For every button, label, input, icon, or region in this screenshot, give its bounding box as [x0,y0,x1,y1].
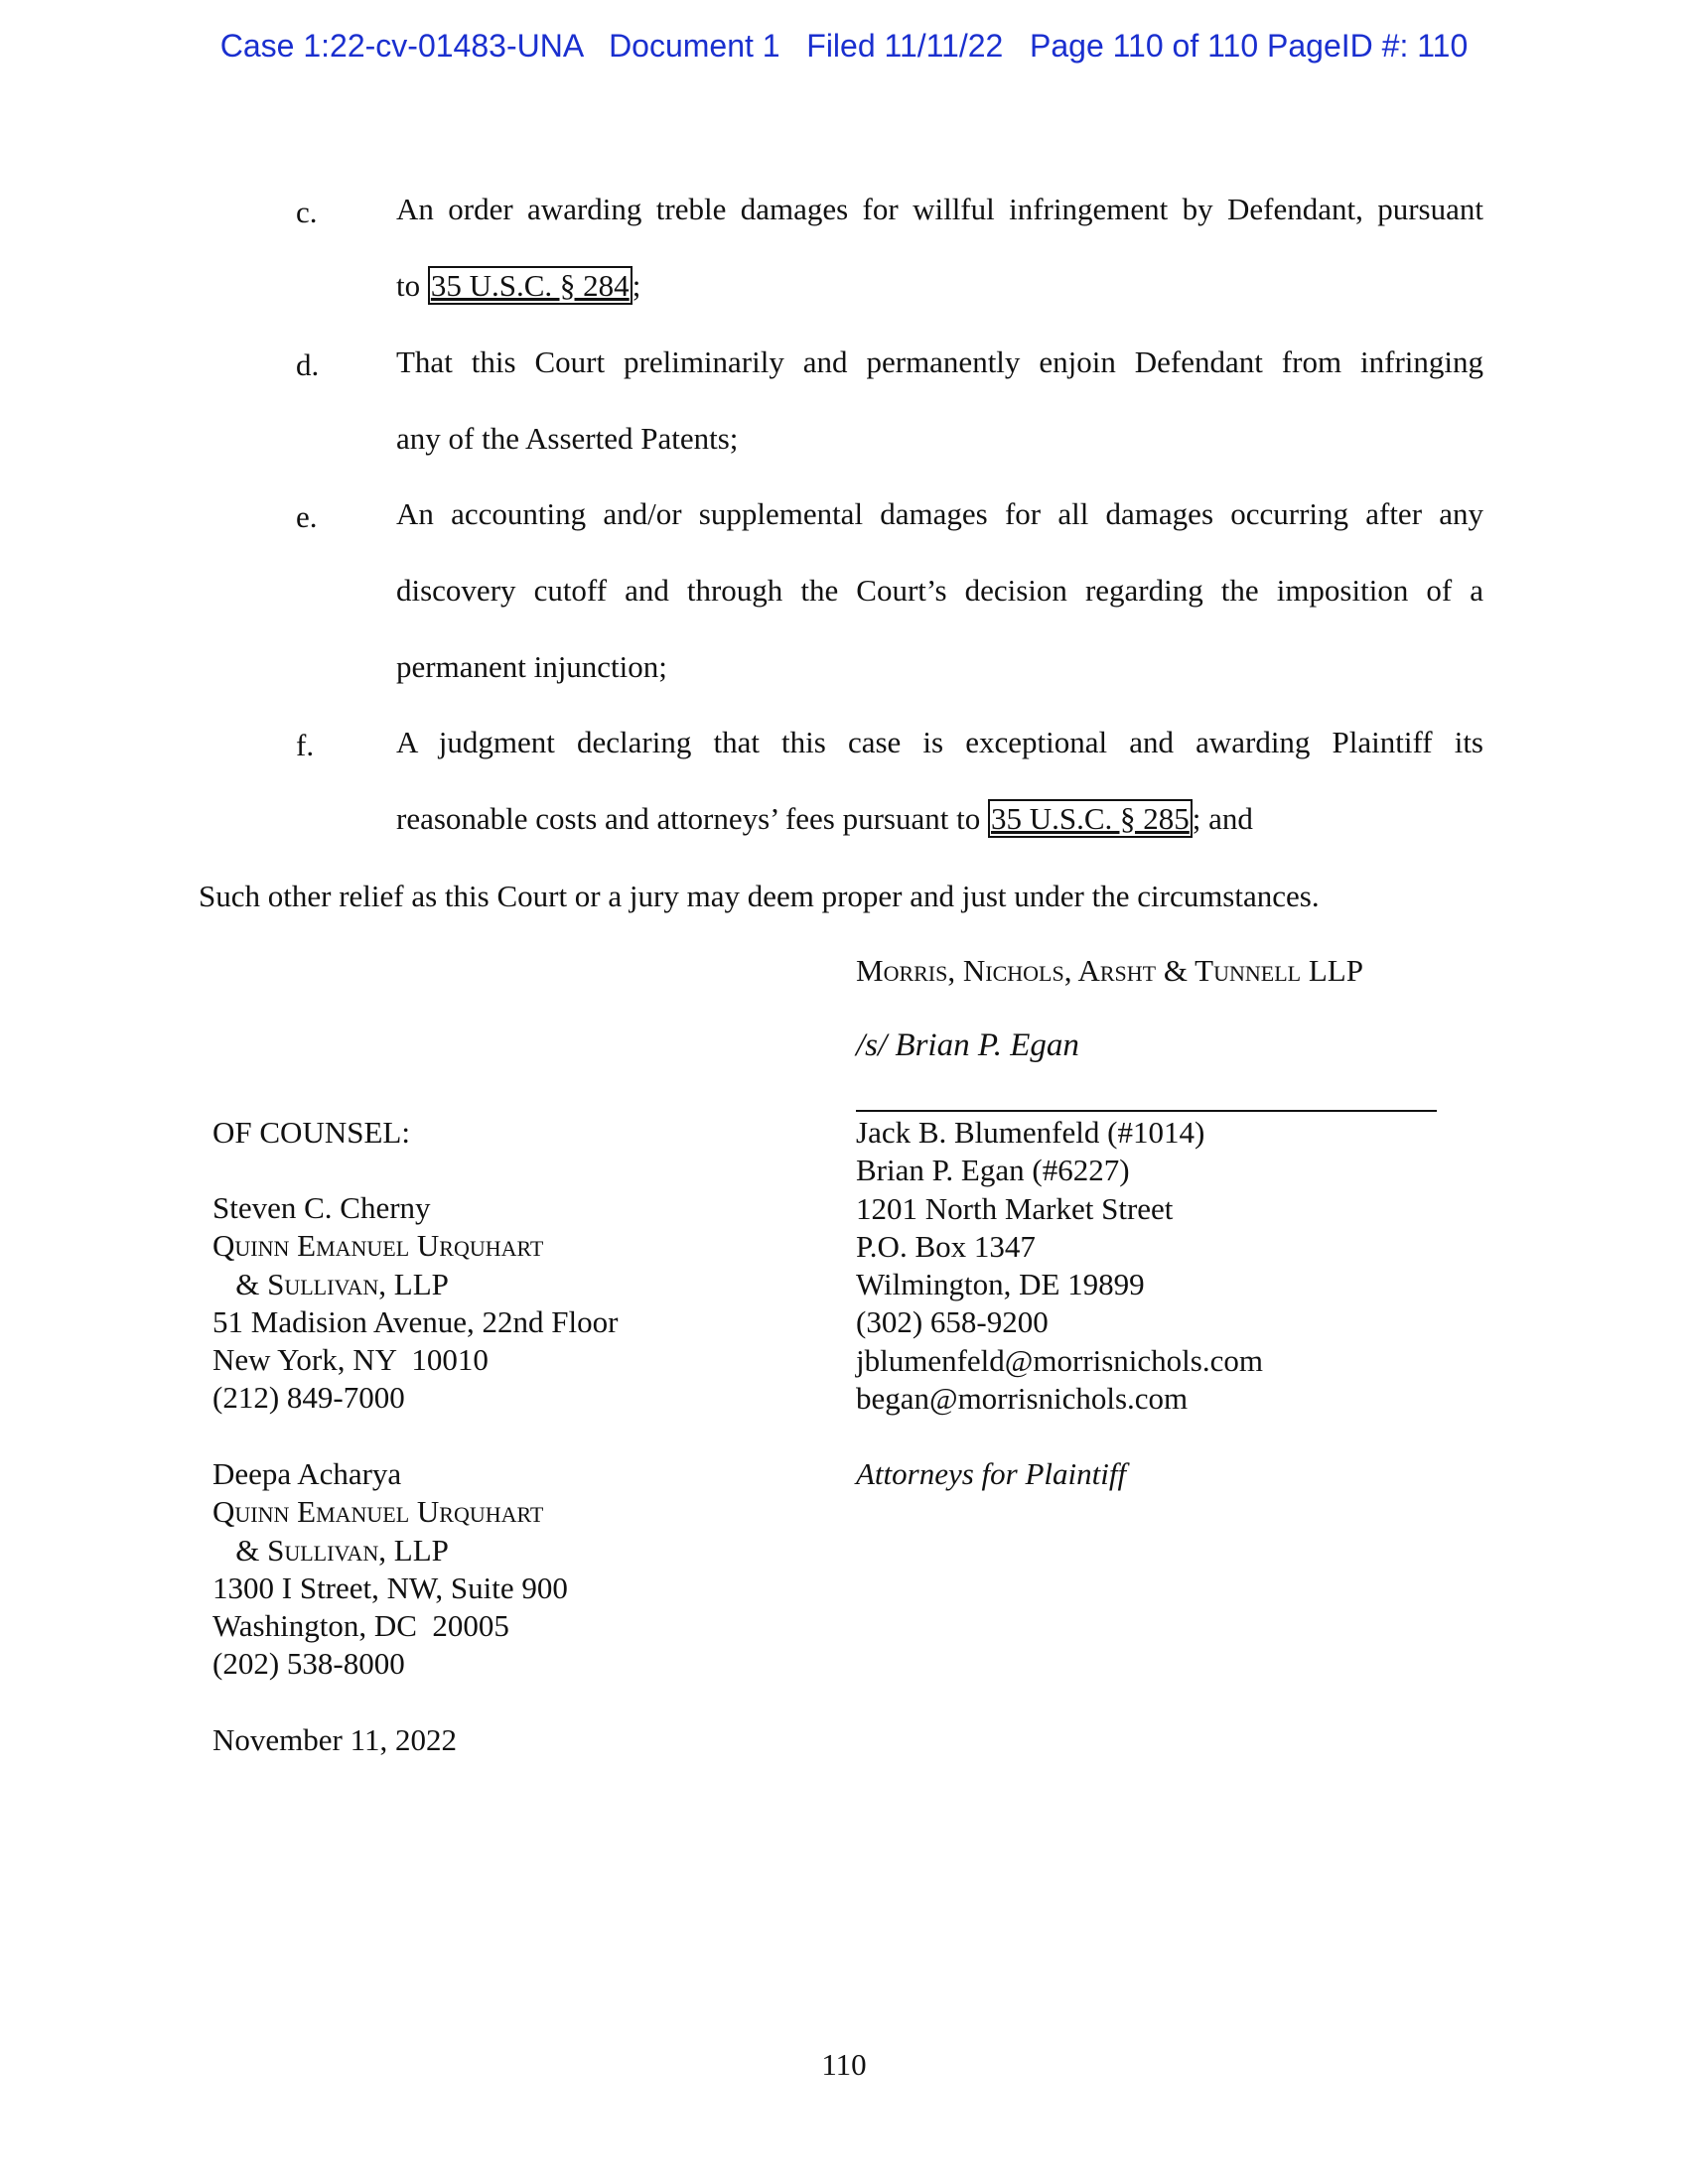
item-letter: f. [296,728,315,762]
attorney-address: P.O. Box 1347 [856,1228,1036,1264]
item-line: any of the Asserted Patents; [396,421,739,456]
item-line-pre: to [396,268,428,303]
counsel-address: 51 Madision Avenue, 22nd Floor [212,1303,619,1339]
item-line: An order awarding treble damages for willful infringement by Defendant, pursuant [396,192,1483,226]
filing-date: November 11, 2022 [212,1722,457,1757]
attorney-email: began@morrisnichols.com [856,1381,1189,1417]
counsel-firm: Quinn Emanuel Urquhart [212,1494,544,1530]
item-line [396,247,1483,324]
item-line: That this Court preliminarily and permanently enjoin Defendant from infringing [396,344,1483,379]
item-line-pre: reasonable costs and attorneys’ fees pursuant to [396,801,988,836]
closing-relief: Such other relief as this Court or a jury may deem proper and just under the circumstances. [199,879,1320,913]
item-line: An accounting and/or supplemental damages for all damages occurring after any [396,496,1483,531]
counsel-firm: & Sullivan, LLP [212,1266,449,1301]
attorney-email: jblumenfeld@morrisnichols.com [856,1342,1263,1378]
header-case: Case 1:22-cv-01483-UNA [219,28,583,64]
item-letter: d. [296,347,320,382]
item-line-post: ; [632,268,641,303]
date-block [212,1721,457,1759]
attorney-role: Attorneys for Plaintiff [856,1456,1127,1491]
item-line-post: ; and [1192,801,1253,836]
of-counsel-label-block [212,1114,410,1152]
of-counsel-label: OF COUNSEL: [212,1115,410,1150]
signing-firm: Morris, Nichols, Arsht & Tunnell LLP [856,953,1363,988]
attorney-name: Brian P. Egan (#6227) [856,1153,1130,1188]
item-line: permanent injunction; [396,649,667,684]
counsel-name: Steven C. Cherny [212,1190,431,1225]
counsel-firm: & Sullivan, LLP [212,1532,449,1568]
counsel-block-2 [212,1455,568,1684]
item-letter: e. [296,499,318,534]
item-line: A judgment declaring that this case is exceptional and awarding Plaintiff its [396,725,1483,759]
ecf-header [0,28,1688,65]
counsel-name: Deepa Acharya [212,1456,402,1491]
attorney-block [856,1114,1263,1418]
counsel-firm: Quinn Emanuel Urquhart [212,1228,544,1264]
counsel-block-1 [212,1189,618,1418]
header-page: Page 110 of 110 PageID #: 110 [1030,28,1469,64]
header-filed: Filed 11/11/22 [806,28,1004,64]
item-text [396,171,1483,324]
electronic-signature: /s/ Brian P. Egan [856,1027,1079,1063]
attorney-name: Jack B. Blumenfeld (#1014) [856,1115,1205,1150]
attorney-role-block [856,1455,1126,1493]
counsel-phone: (212) 849-7000 [212,1380,405,1416]
item-text [396,704,1483,857]
item-text [396,324,1483,477]
page-number: 110 [821,2047,867,2082]
counsel-phone: (202) 538-8000 [212,1646,405,1682]
signature-line [856,1110,1437,1112]
counsel-address: 1300 I Street, NW, Suite 900 [212,1570,568,1605]
attorney-address: 1201 North Market Street [856,1190,1174,1226]
attorney-address: Wilmington, DE 19899 [856,1267,1145,1302]
counsel-address: New York, NY 10010 [212,1342,489,1378]
item-line [396,780,1483,857]
statute-citation-link[interactable]: 35 U.S.C. § 284 [428,266,633,305]
attorney-phone: (302) 658-9200 [856,1304,1049,1340]
header-document: Document 1 [609,28,780,64]
item-letter: c. [296,195,318,229]
item-line: discovery cutoff and through the Court’s decision regarding the imposition of a [396,573,1483,608]
item-text [396,476,1483,705]
counsel-address: Washington, DC 20005 [212,1608,509,1644]
statute-citation-link[interactable]: 35 U.S.C. § 285 [988,799,1193,838]
